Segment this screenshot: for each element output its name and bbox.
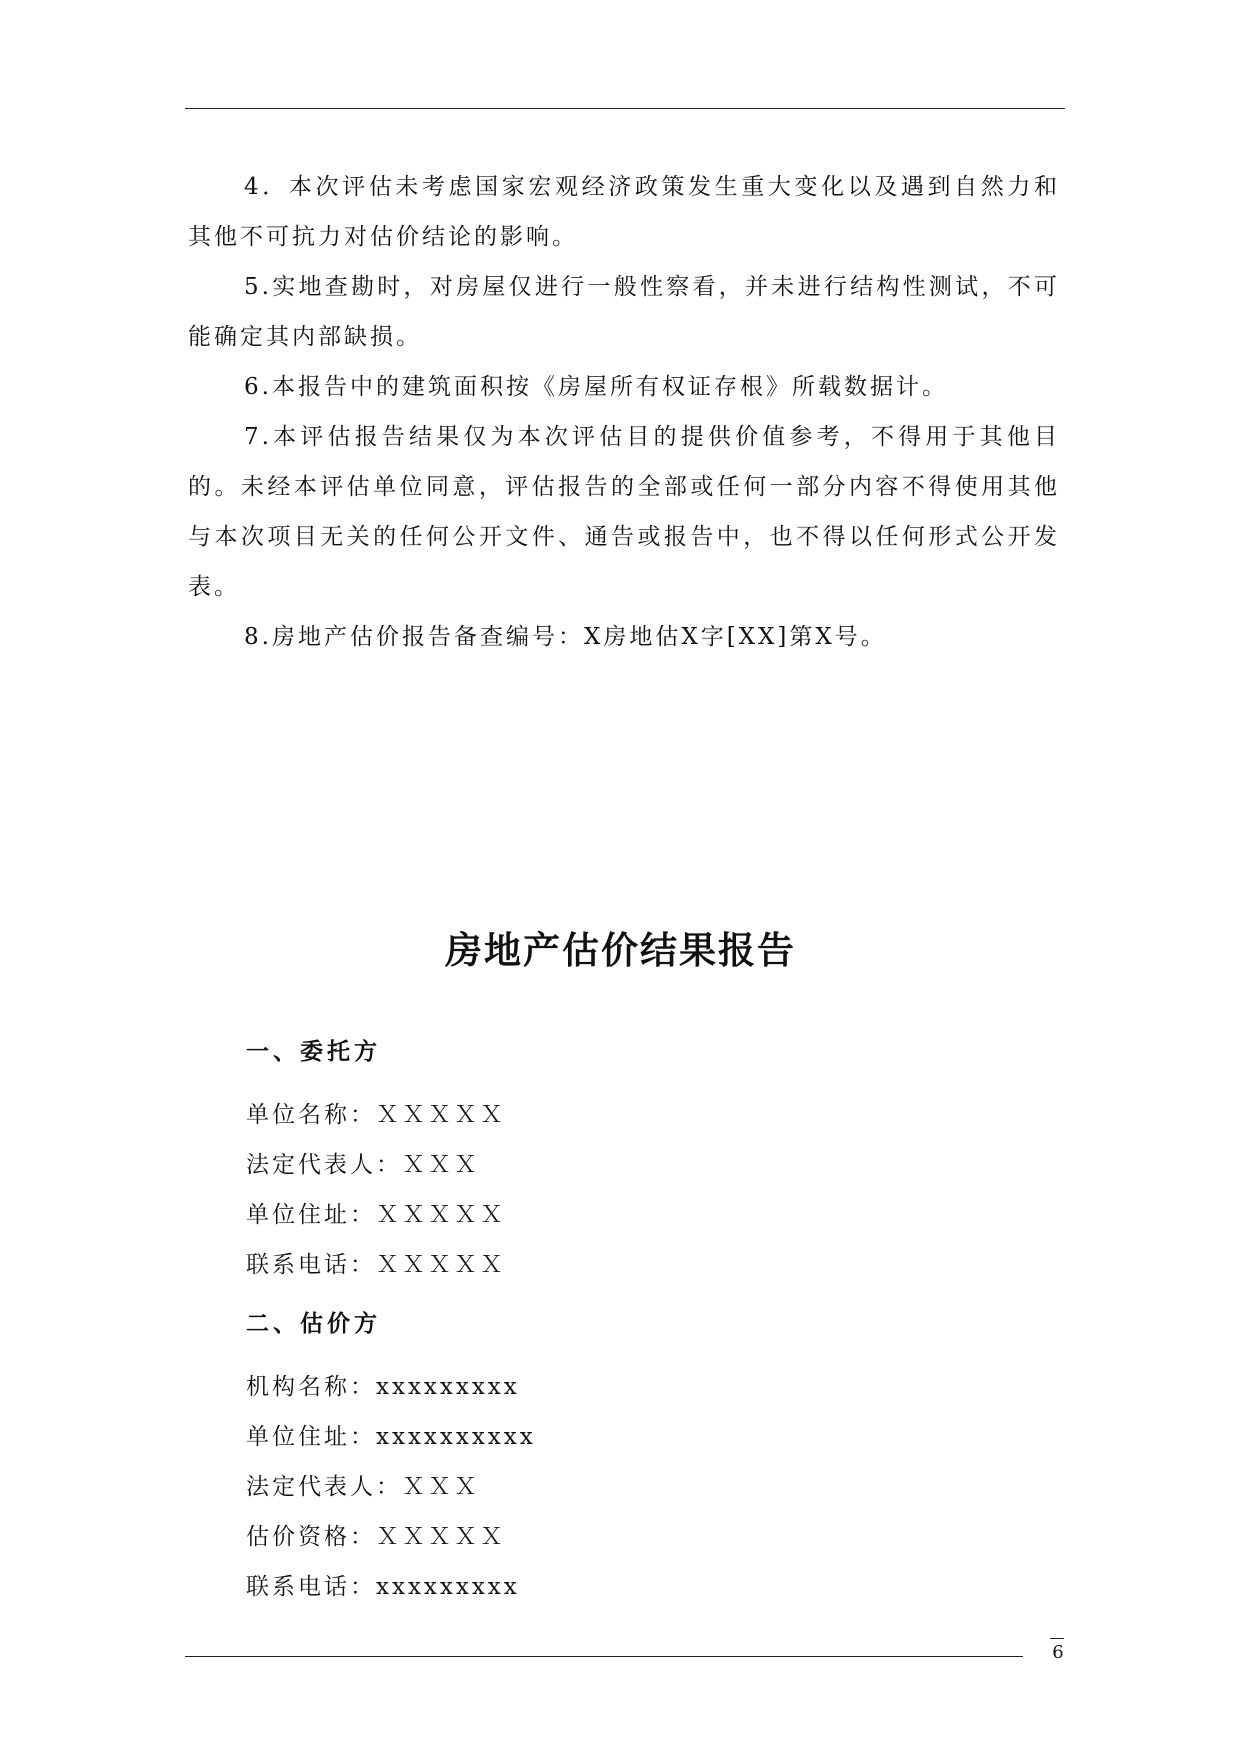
appraiser-heading: 二、估价方 — [246, 1310, 381, 1337]
appraiser-qualification-row: 估价资格：ＸＸＸＸＸ — [246, 1524, 506, 1550]
appraiser-name-row: 机构名称：xxxxxxxxx — [246, 1374, 520, 1400]
note-item: 6.本报告中的建筑面积按《房屋所有权证存根》所载数据计。 — [244, 374, 948, 400]
client-name-row: 单位名称：ＸＸＸＸＸ — [246, 1102, 506, 1128]
notes-list — [188, 162, 1060, 662]
note-item: 8.房地产估价报告备查编号：X房地估X字[XX]第X号。 — [244, 624, 887, 650]
appraiser-address-row: 单位住址：xxxxxxxxxx — [246, 1424, 536, 1450]
page-number: 6 — [1052, 1642, 1064, 1663]
appraiser-section — [246, 1300, 1066, 1612]
client-address-row: 单位住址：ＸＸＸＸＸ — [246, 1202, 506, 1228]
note-item: 7.本评估报告结果仅为本次评估目的提供价值参考，不得用于其他目的。未经本评估单位同意，评估报告的全部或任何一部分内容不得使用其他与本次项目无关的任何公开文件、通告或报告中，也不得以任何形式公开发表。 — [188, 424, 1060, 600]
note-item: 4．本次评估未考虑国家宏观经济政策发生重大变化以及遇到自然力和其他不可抗力对估价结论的影响。 — [188, 174, 1060, 250]
client-section — [246, 1028, 1066, 1290]
client-representative-row: 法定代表人：ＸＸＸ — [246, 1152, 480, 1178]
client-phone-row: 联系电话：ＸＸＸＸＸ — [246, 1252, 506, 1278]
appraiser-representative-row: 法定代表人：ＸＸＸ — [246, 1474, 480, 1500]
page-number-dash — [1050, 1638, 1064, 1639]
appraiser-phone-row: 联系电话：xxxxxxxxx — [246, 1574, 520, 1600]
report-title: 房地产估价结果报告 — [445, 928, 796, 972]
client-heading: 一、委托方 — [246, 1038, 381, 1065]
header-rule — [185, 108, 1065, 109]
footer-rule — [185, 1656, 1023, 1657]
note-item: 5.实地查勘时，对房屋仅进行一般性察看，并未进行结构性测试，不可能确定其内部缺损。 — [188, 274, 1060, 350]
